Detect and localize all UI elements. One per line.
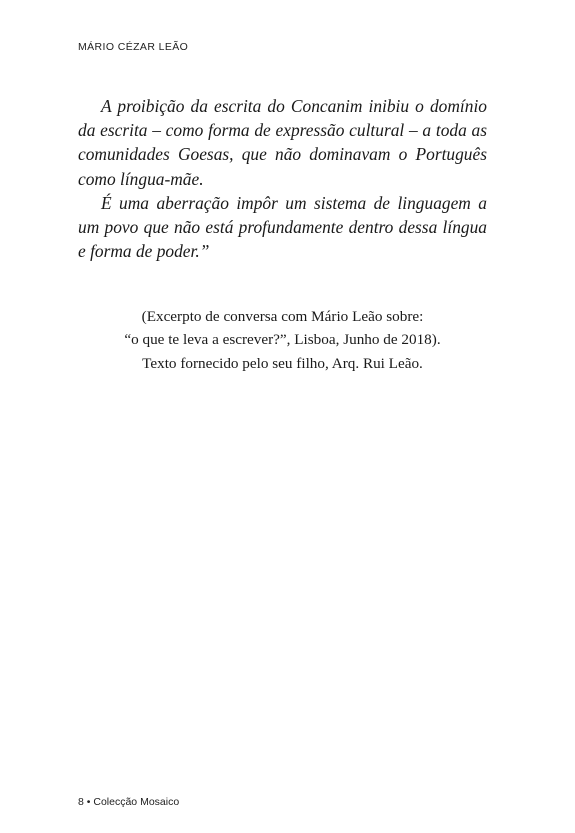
source-line-3: Texto fornecido pelo seu filho, Arq. Rui Leão. (142, 354, 423, 372)
collection-name: Colecção Mosaico (93, 796, 180, 808)
source-citation (78, 305, 487, 375)
footer-bullet: • (86, 796, 91, 808)
quote-paragraph-1: A proibição da escrita do Concanim inibiu o domínio da escrita – como forma de expressão cultural – a toda as comunidades Goesas, que não dominavam o Português como língua-mãe. (78, 96, 487, 189)
quote-block (78, 94, 487, 263)
quote-paragraph-2: É uma aberração impôr um sistema de linguagem a um povo que não está profundamente dentro dessa língua e forma de poder.” (78, 192, 487, 262)
running-header: MÁRIO CÉZAR LEÃO (78, 41, 189, 53)
page-footer (78, 796, 179, 808)
source-line-2: “o que te leva a escrever?”, Lisboa, Junho de 2018). (124, 331, 441, 349)
page-number: 8 (78, 796, 84, 808)
source-line-1: (Excerpto de conversa com Mário Leão sobre: (141, 308, 424, 325)
